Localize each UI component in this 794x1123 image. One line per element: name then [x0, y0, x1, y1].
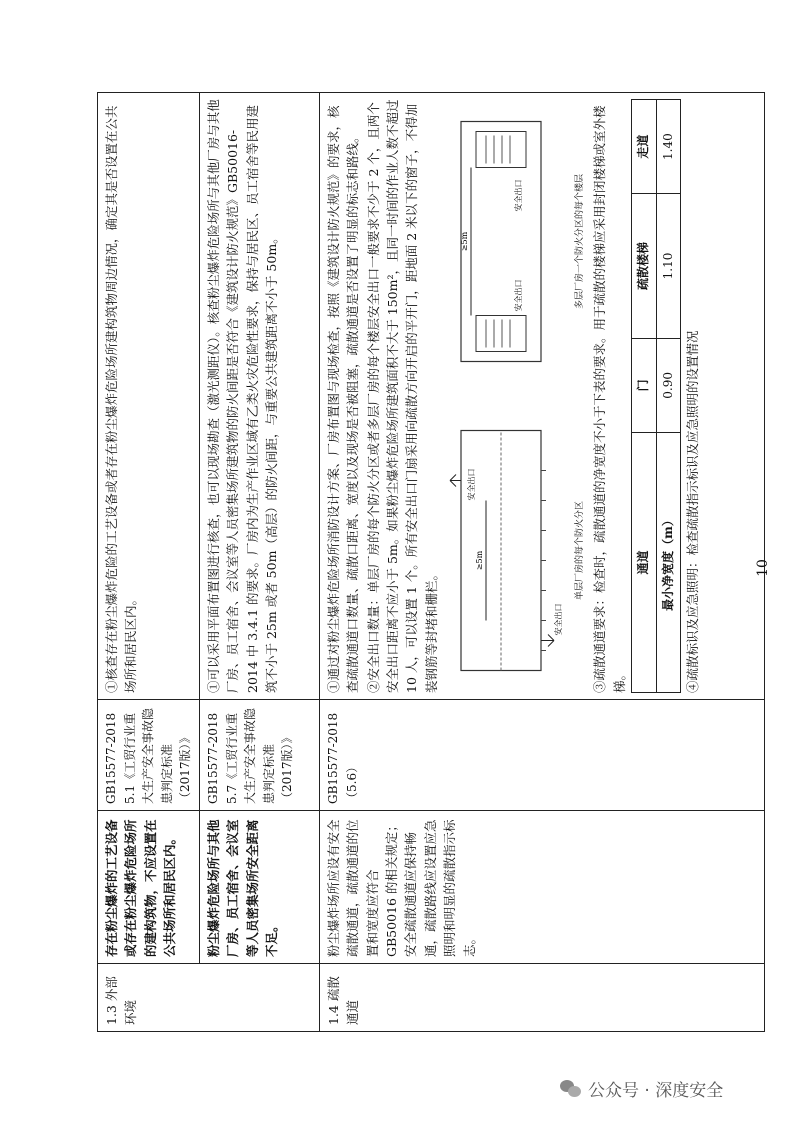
width-table-row: [656, 100, 681, 693]
width-value-cell: 0.90: [656, 338, 681, 432]
hazard-text: 粉尘爆炸危险场所与其他厂房、员工宿舍、会议室等人员密集场所安全距离不足。: [205, 819, 280, 957]
floorplan-figures: [442, 99, 590, 693]
content-cell: [98, 93, 200, 700]
basis-text: GB15577-2018 5.1《工贸行业重大生产安全事故隐患判定标准（2017版）》: [104, 707, 193, 804]
width-table: [631, 99, 681, 693]
content-item-4: ④疏散标识及应急照明：检查疏散指示标识及应急照明的设置情况: [685, 330, 701, 693]
basis-text: GB15577-2018 5.7《工贸行业重大生产安全事故隐患判定标准（2017版）》: [205, 707, 295, 804]
floorplan-multi-svg: [446, 99, 566, 384]
page-number: 10: [755, 559, 772, 577]
width-value-cell: 1.10: [656, 194, 681, 339]
basis-cell: [98, 700, 200, 811]
exit-label: 安全出口: [554, 603, 564, 636]
floorplan-caption: 多层厂房一个防火分区的每个楼层: [575, 174, 586, 310]
content-cell: [319, 93, 764, 700]
rotated-page: [97, 92, 765, 1032]
floorplan-multi: [446, 99, 588, 384]
basis-cell: [319, 700, 764, 811]
content-cell: [199, 93, 319, 700]
content-item-2: ②安全出口数量：单层厂房的每个防火分区或者多层厂房的每个楼层安全出口一般要求不少于 2 个，且两个安全出口距离不应小于 5m。如果粉尘爆炸危险场所建筑面积不大于 150m²，且同一时间的作业人数不超过 10 人，可以设置 1 个。所有安全出口门扇采用向疏散方向开启的平开门，距地面 2 米以下的窗子，不得加装钢筋等封堵和栅栏。: [365, 99, 439, 693]
floorplan-single-svg: [446, 408, 566, 693]
basis-text: GB15577-2018（5.6）: [325, 712, 359, 804]
content-item-1: ①通过对粉尘爆炸危险场所消防设计方案、厂房布置图与现场检查，按照《建筑设计防火规范》的要求，核查疏散通道口数量、疏散口距离、宽度以及现场是否被阻塞，疏散通道是否设置了明显的标志和路线。: [325, 105, 361, 693]
watermark-text: 公众号 · 深度安全: [588, 1081, 724, 1101]
hazard-text: 存在粉尘爆炸的工艺设备或存在粉尘爆炸危险场所的建构筑物，不应设置在公共场所和居民区内。: [104, 819, 178, 957]
distance-label: ≥5m: [460, 231, 470, 252]
inspection-table: [97, 92, 765, 1032]
distance-label: ≥5m: [475, 550, 485, 571]
exit-label: 安全出口: [514, 179, 524, 212]
width-label-cell: 最小净宽度（m）: [656, 432, 681, 692]
hazard-text: 粉尘爆炸场所应设有安全疏散通道，疏散通道的位置和宽度应符合 GB50016 的相关规定；安全疏散通道应保持畅通，疏散路线应设置应急照明和明显的疏散指示标志。: [325, 819, 477, 957]
table-row: [319, 93, 764, 1032]
item-label: 1.3 外部环境: [104, 976, 139, 1025]
exit-label: 安全出口: [514, 279, 524, 312]
hazard-cell: [319, 811, 764, 964]
width-header-cell: 疏散楼梯: [631, 194, 656, 339]
item-cell: [98, 964, 320, 1032]
item-label: 1.4 疏散通道: [325, 976, 361, 1025]
width-header-cell: 通道: [631, 432, 656, 692]
basis-cell: [199, 700, 319, 811]
width-header-cell: 走道: [631, 100, 656, 194]
floorplan-single: [446, 408, 588, 693]
table-row: [199, 93, 319, 1032]
exit-label: 安全出口: [467, 468, 477, 501]
wechat-icon: [560, 1080, 582, 1098]
content-text: ①可以采用平面布置图进行核查，也可以现场勘查（激光测距仪）。核查粉尘爆炸危险场所与其他厂房与其他厂房、员工宿舍、会议室等人员密集场所建筑物的防火间距是否符合《建筑设计防火规范》GB50016-2014 中 3.4.1 的要求。厂房内为生产作业区域有乙类火灾危险性要求，保持与居民区、员工宿舍等民用建筑不小于 25m 或者 50m（高层）的防火间距，与重要公共建筑距离不小于 50m。: [205, 99, 280, 693]
content-text: ①核查存在粉尘爆炸危险的工艺设备或者存在粉尘爆炸危险场所建构筑物周边情况，确定其是否设置在公共场所和居民区内。: [104, 105, 139, 693]
width-table-header: [631, 100, 656, 693]
hazard-cell: [199, 811, 319, 964]
floorplan-caption: 单层厂房的每个防火分区: [575, 501, 586, 601]
hazard-cell: [98, 811, 200, 964]
table-row: [98, 93, 200, 1032]
width-header-cell: 门: [631, 338, 656, 432]
width-value-cell: 1.40: [656, 100, 681, 194]
item-cell: [319, 964, 764, 1032]
watermark: [560, 1076, 723, 1101]
content-item-3: ③疏散通道要求：检查时，疏散通道的净宽度不小于下表的要求。用于疏散的楼梯应采用封闭楼梯或室外楼梯。: [592, 105, 627, 693]
